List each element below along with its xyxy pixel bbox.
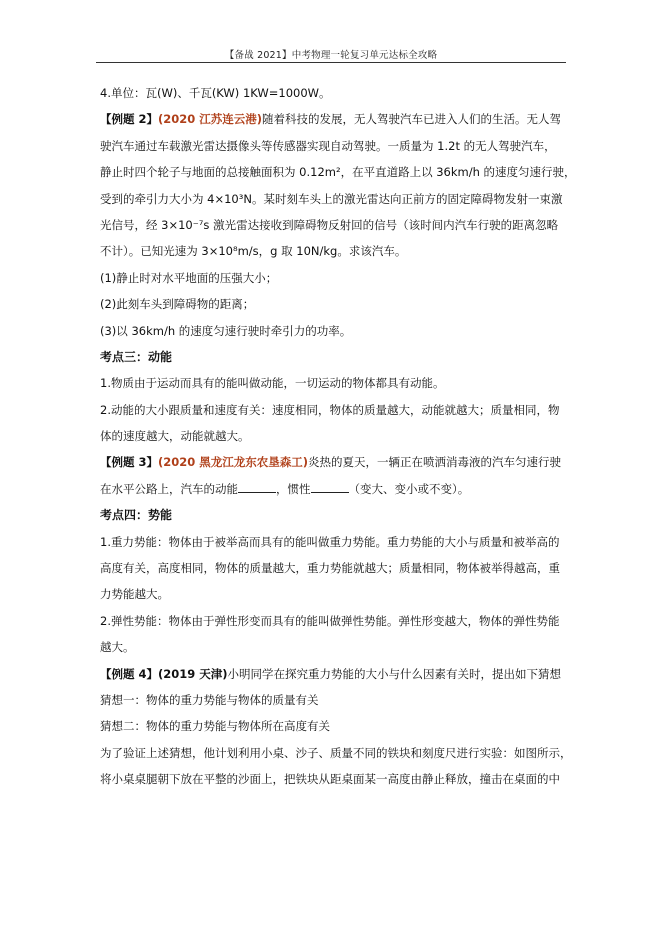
answer-blank-2 (311, 481, 349, 493)
example-3-text-b: ，惯性 (276, 481, 311, 496)
document-body (100, 80, 576, 793)
example-3-source: (2020 黑龙江龙东农垦森工) (158, 455, 309, 470)
example-2-line-2: 驶汽车通过车载激光雷达摄像头等传感器实现自动驾驶。一质量为 1.2t 的无人驾驶汽车， (100, 138, 556, 153)
example-3-line-2 (100, 476, 568, 502)
example-2-question-2: (2)此刻车头到障碍物的距离； (100, 297, 255, 312)
example-2-label: 【例题 2】 (100, 112, 159, 127)
example-3-label: 【例题 3】 (100, 455, 159, 470)
example-4-text: 小明同学在探究重力势能的大小与什么因素有关时，提出如下猜想 (227, 666, 562, 681)
example-4-guess-2: 猜想二：物体的重力势能与物体所在高度有关 (100, 719, 330, 734)
section-heading-kinetic-energy: 考点三：动能 (100, 349, 173, 364)
example-2-text: 随着科技的发展，无人驾驶汽车已进入人们的生活。无人驾 (262, 112, 562, 127)
example-2-line-6: 不计）。已知光速为 3×10⁸m/s，g 取 10N/kg。求该汽车。 (100, 244, 407, 259)
example-4-label: 【例题 4】 (100, 666, 159, 681)
unit-line: 4.单位：瓦(W)、千瓦(KW) 1KW=1000W。 (100, 86, 331, 100)
example-3-line-1 (100, 449, 568, 475)
kinetic-energy-point-1: 1.物质由于运动而具有的能叫做动能，一切运动的物体都具有动能。 (100, 376, 445, 391)
potential-energy-point-2-line-2: 越大。 (100, 640, 135, 655)
example-2-question-1: (1)静止时对水平地面的压强大小； (100, 270, 278, 285)
section-heading-potential-energy: 考点四：势能 (100, 508, 173, 523)
example-3-text-c: （变大、变小或不变）。 (348, 481, 470, 496)
example-2-source: (2020 江苏连云港) (158, 112, 263, 127)
example-4-guess-1: 猜想一：物体的重力势能与物体的质量有关 (100, 692, 319, 707)
example-2-line-3: 静止时四个轮子与地面的总接触面积为 0.12m²，在平直道路上以 36km/h 的速度匀速行驶， (100, 165, 576, 180)
potential-energy-point-2-line-1: 2.弹性势能：物体由于弹性形变而具有的能叫做弹性势能。弹性形变越大，物体的弹性势能 (100, 613, 560, 628)
header-divider (96, 62, 566, 63)
potential-energy-point-1-line-1: 1.重力势能：物体由于被举高而具有的能叫做重力势能。重力势能的大小与质量和被举高的 (100, 534, 560, 549)
example-3-text-a: 在水平公路上，汽车的动能 (100, 481, 238, 496)
example-4-line-1 (100, 661, 568, 687)
example-2-line-5: 光信号，经 3×10⁻⁷s 激光雷达接收到障碍物反射回的信号（该时间内汽车行驶的距离忽略 (100, 217, 559, 232)
example-2-question-3: (3)以 36km/h 的速度匀速行驶时牵引力的功率。 (100, 323, 352, 338)
example-4-source: (2019 天津) (158, 666, 228, 681)
potential-energy-point-1-line-3: 力势能越大。 (100, 587, 169, 602)
potential-energy-point-1-line-2: 高度有关，高度相同，物体的质量越大，重力势能就越大；质量相同，物体被举得越高，重 (100, 561, 560, 576)
example-2-line-1 (100, 106, 568, 132)
example-3-text: 炎热的夏天，一辆正在喷洒消毒液的汽车匀速行驶 (308, 455, 562, 470)
example-4-line-4: 为了验证上述猜想，他计划利用小桌、沙子、质量不同的铁块和刻度尺进行实验：如图所示， (100, 745, 572, 760)
kinetic-energy-point-2-line-2: 体的速度越大，动能就越大。 (100, 429, 250, 444)
example-2-line-4: 受到的牵引力大小为 4×10³N。某时刻车头上的激光雷达向正前方的固定障碍物发射一束激 (100, 191, 563, 206)
page-header: 【备战 2021】中考物理一轮复习单元达标全攻略 (224, 50, 438, 61)
kinetic-energy-point-2-line-1: 2.动能的大小跟质量和速度有关：速度相同，物体的质量越大，动能就越大；质量相同，物 (100, 402, 560, 417)
answer-blank-1 (238, 481, 276, 493)
example-4-line-5: 将小桌桌腿朝下放在平整的沙面上，把铁块从距桌面某一高度由静止释放，撞击在桌面的中 (100, 772, 560, 787)
